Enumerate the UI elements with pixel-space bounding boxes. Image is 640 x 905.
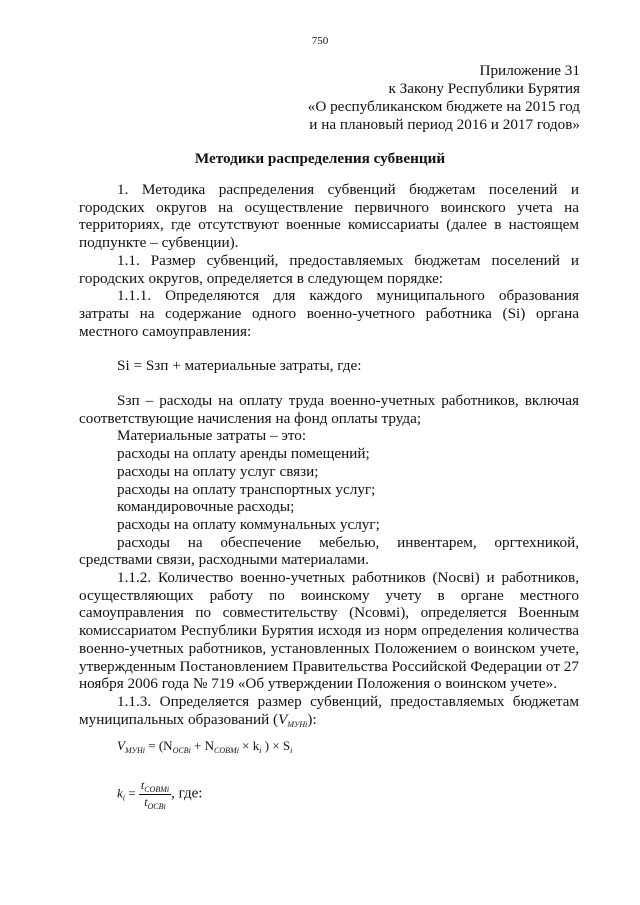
fraction: [139, 778, 171, 811]
formula-vmun: [117, 738, 292, 755]
list-item: Материальные затраты – это:: [117, 427, 307, 445]
list-item: расходы на оплату транспортных услуг;: [117, 480, 376, 498]
math-subscript: ОСВi: [147, 802, 166, 811]
math-subscript: МУНi: [287, 719, 308, 729]
math-symbol: = (N: [148, 738, 173, 753]
paragraph: 1.1.1. Определяются для каждого муниципального образования затраты на содержание одного военно-учетного работника (Si) органа местного самоуправления:: [79, 287, 579, 340]
paragraph-text: 1.1.3. Определяется размер субвенций, предоставляемых бюджетам муниципальных образований (: [79, 692, 579, 728]
list-item: расходы на оплату аренды помещений;: [117, 445, 370, 463]
appendix-line: и на плановый период 2016 и 2017 годов»: [309, 116, 580, 133]
math-subscript: i: [290, 746, 293, 755]
appendix-header: [308, 62, 580, 134]
math-subscript: СОВМi: [214, 746, 239, 755]
math-symbol: t: [140, 778, 145, 792]
appendix-line: «О республиканском бюджете на 2015 год: [307, 98, 580, 115]
list-item: расходы на оплату коммунальных услуг;: [117, 515, 380, 533]
math-symbol: t: [144, 795, 148, 809]
formula-si: Si = Sзп + материальные затраты, где:: [117, 357, 362, 375]
paragraph: [79, 693, 579, 733]
math-symbol: =: [128, 785, 136, 801]
document-title: Методики распределения субвенций: [194, 150, 446, 167]
list-item: расходы на оплату услуг связи;: [117, 462, 319, 480]
formula-tail: , где:: [171, 785, 203, 802]
paragraph: расходы на обеспечение мебелью, инвентарем, оргтехникой, средствами связи, расходными материалами.: [79, 533, 579, 569]
page-number: 750: [311, 35, 329, 47]
math-symbol: × k: [242, 738, 260, 753]
appendix-line: Приложение 31: [479, 62, 580, 79]
math-subscript: СОВМi: [144, 785, 170, 794]
list-item: командировочные расходы;: [117, 498, 295, 516]
math-subscript: МУНi: [124, 746, 145, 755]
paragraph: 1.1.2. Количество военно-учетных работников (Nосвi) и работников, осуществляющих работу по воинскому учету в органе местного самоуправления по совместительству (Nсовмi), определяется Военным комиссариатом Республики Бурятия исходя из норм определения количества военно-учетных работников, установленных Положением о воинском учете, утвержденным Постановлением Правительства Российской Федерации от 27 ноября 2006 года № 719 «Об утверждении Положения о воинском учете».: [79, 569, 579, 693]
formula-k: [117, 778, 202, 811]
math-subscript: ОСВi: [172, 746, 191, 755]
math-subscript: i: [259, 746, 262, 755]
paragraph: Sзп – расходы на оплату труда военно-учетных работников, включая соответствующие начисления на фонд оплаты труда;: [79, 392, 579, 427]
paragraph-text: ):: [307, 710, 317, 728]
document-body: [79, 181, 579, 733]
math-symbol: ) × S: [264, 738, 291, 753]
math-subscript: i: [122, 793, 126, 803]
paragraph: 1.1. Размер субвенций, предоставляемых бюджетам поселений и городских округов, определяется в следующем порядке:: [79, 251, 579, 287]
paragraph: 1. Методика распределения субвенций бюджетам поселений и городских округов на осуществление первичного воинского учета на территориях, где отсутствуют военные комиссариаты (далее в настоящем подпункте – субвенции).: [79, 181, 579, 252]
math-symbol: V: [278, 710, 288, 728]
math-symbol: V: [117, 738, 125, 753]
math-symbol: k: [117, 785, 123, 801]
appendix-line: к Закону Республики Бурятия: [388, 80, 580, 97]
math-symbol: + N: [194, 738, 215, 753]
